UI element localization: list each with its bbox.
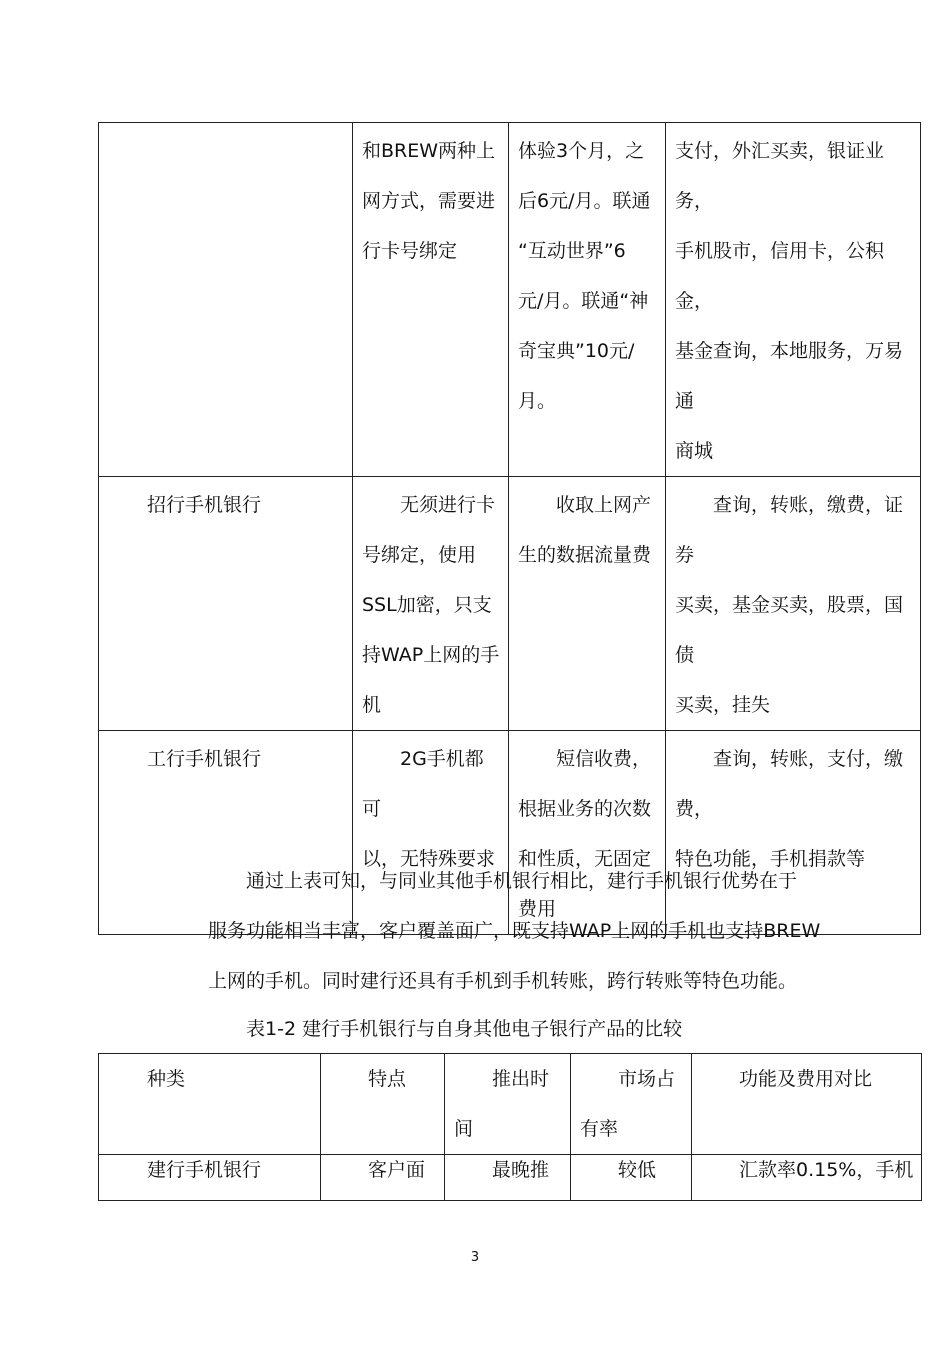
- body-paragraph-line-1: 通过上表可知，与同业其他手机银行相比，建行手机银行优势在于: [246, 870, 798, 892]
- table-row: [99, 731, 921, 935]
- table-row: [99, 123, 921, 477]
- cell-market-share: 较低: [571, 1155, 692, 1201]
- requirement-cell: 2G手机都可 以，无特殊要求: [353, 731, 509, 935]
- requirement-cell: 无须进行卡 号绑定，使用 SSL加密，只支 持WAP上网的手 机: [353, 477, 509, 731]
- page-number: 3: [470, 1250, 480, 1265]
- table-header-row: [99, 1054, 922, 1155]
- bank-name-cell: 工行手机银行: [99, 731, 353, 935]
- functions-cell: 查询，转账，缴费，证券 买卖，基金买卖，股票，国债 买卖，挂失: [666, 477, 921, 731]
- header-cell-market-share: 市场占 有率: [571, 1054, 692, 1155]
- header-cell-functions: 功能及费用对比: [692, 1054, 922, 1155]
- body-paragraph-line-3: 上网的手机。同时建行还具有手机到手机转账，跨行转账等特色功能。: [208, 970, 798, 992]
- cell-launch-time: 最晚推: [445, 1155, 571, 1201]
- cell-feature: 客户面: [321, 1155, 445, 1201]
- body-paragraph-line-2: 服务功能相当丰富，客户覆盖面广，既支持WAP上网的手机也支持BREW: [208, 920, 821, 942]
- comparison-table-2: [98, 1053, 922, 1201]
- functions-cell: 查询，转账，支付，缴费， 特色功能，手机捐款等: [666, 731, 921, 935]
- fee-cell: 体验3个月，之 后6元/月。联通 “互动世界”6 元/月。联通“神 奇宝典”10元/ 月。: [509, 123, 666, 477]
- header-cell-launch-time: 推出时 间: [445, 1054, 571, 1155]
- table-row: [99, 1155, 922, 1201]
- requirement-cell: 和BREW两种上 网方式，需要进 行卡号绑定: [353, 123, 509, 477]
- cell-type: 建行手机银行: [99, 1155, 321, 1201]
- bank-name-cell: 招行手机银行: [99, 477, 353, 731]
- comparison-table-1: [98, 122, 921, 935]
- header-cell-type: 种类: [99, 1054, 321, 1155]
- table-row: [99, 477, 921, 731]
- header-cell-feature: 特点: [321, 1054, 445, 1155]
- bank-name-cell: [99, 123, 353, 477]
- cell-functions: 汇款率0.15%，手机: [692, 1155, 922, 1201]
- table-caption: 表1-2 建行手机银行与自身其他电子银行产品的比较: [246, 1018, 683, 1040]
- fee-cell: 短信收费， 根据业务的次数 和性质，无固定 费用: [509, 731, 666, 935]
- functions-cell: 支付，外汇买卖，银证业务， 手机股市，信用卡，公积金， 基金查询，本地服务，万易通 商城: [666, 123, 921, 477]
- fee-cell: 收取上网产 生的数据流量费: [509, 477, 666, 731]
